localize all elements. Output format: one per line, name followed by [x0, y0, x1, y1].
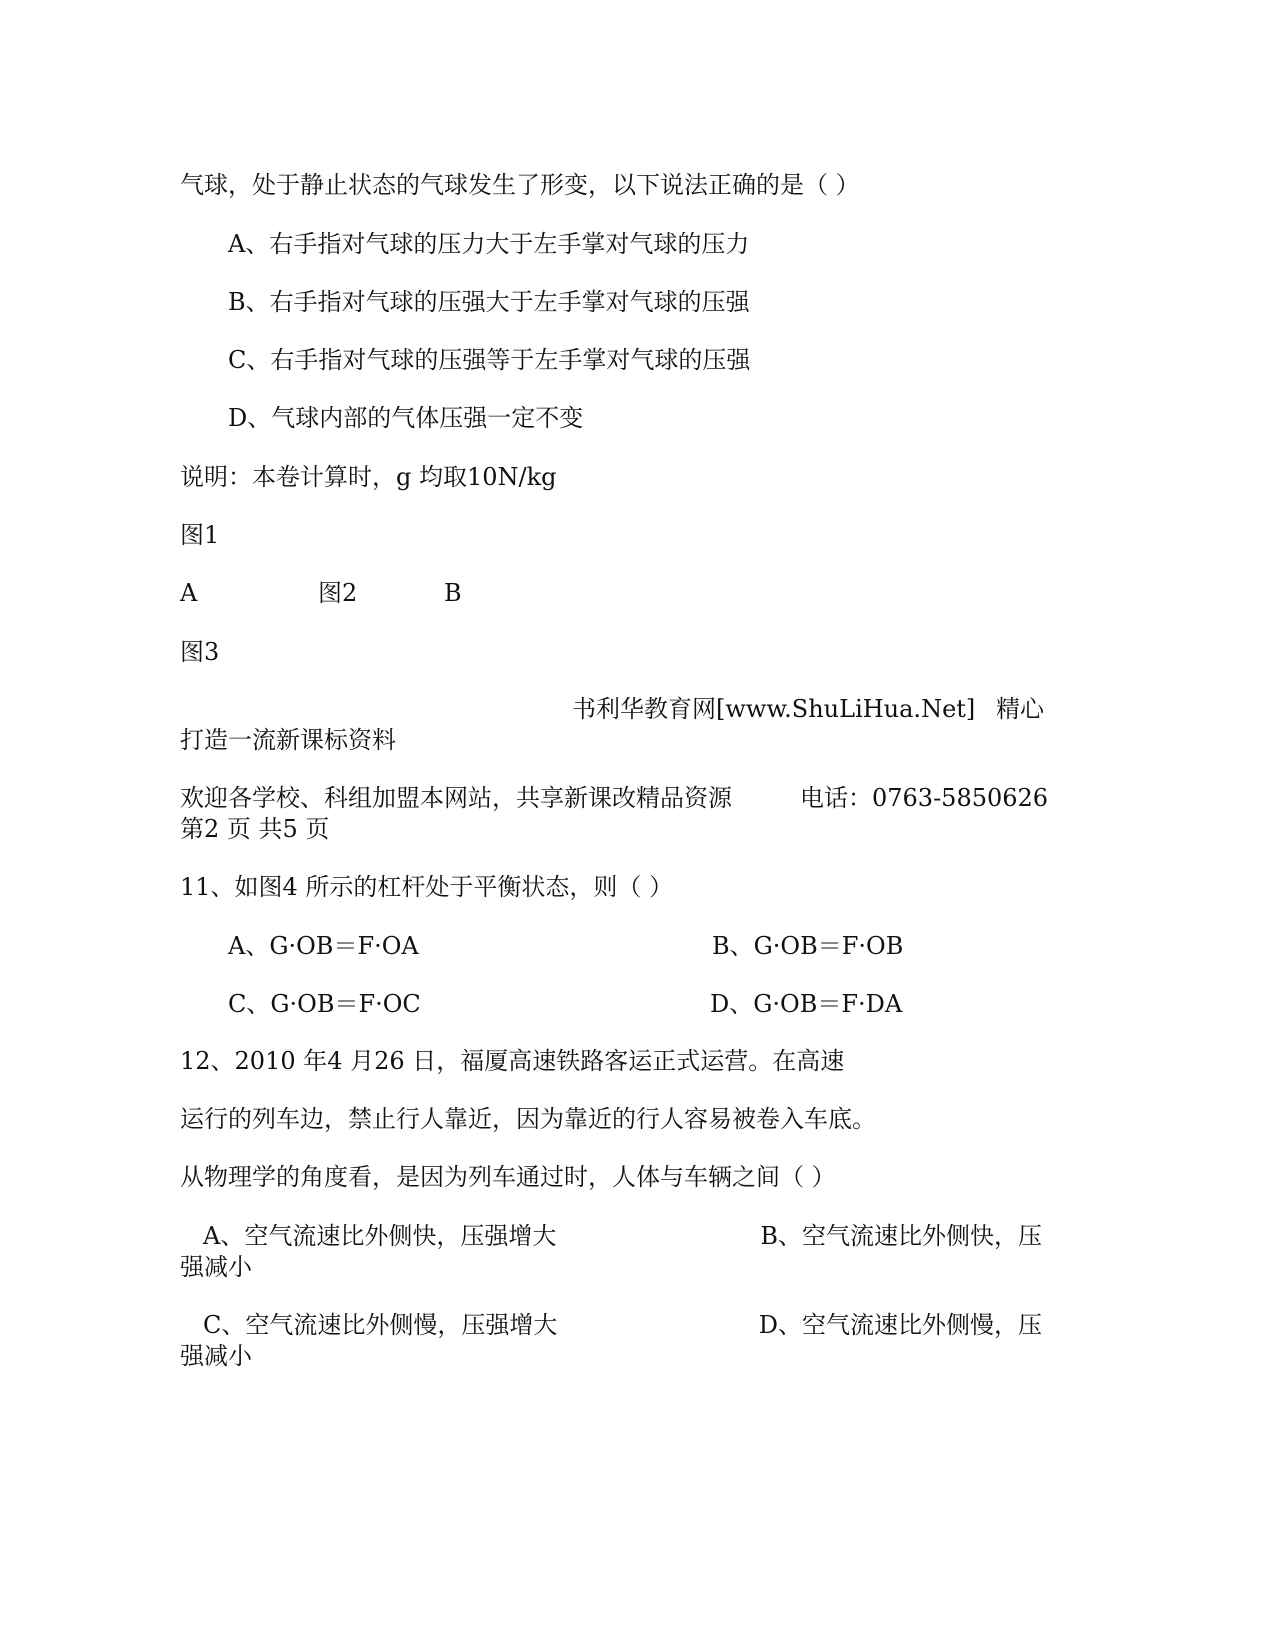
question-12-option-d: D、空气流速比外侧慢，压 [758, 1311, 1042, 1339]
question-12-option-a: A、空气流速比外侧快，压强增大 [203, 1222, 557, 1250]
question-12-option-c: C、空气流速比外侧慢，压强增大 [203, 1311, 558, 1339]
question-10-option-c: C、右手指对气球的压强等于左手掌对气球的压强 [228, 346, 751, 374]
footer-page-number: 第2 页 共5 页 [180, 815, 330, 843]
question-11-stem: 11、如图4 所示的杠杆处于平衡状态，则（ ） [180, 873, 674, 901]
question-12-stem-line-3: 从物理学的角度看，是因为列车通过时，人体与车辆之间（ ） [180, 1163, 836, 1191]
calculation-note: 说明：本卷计算时，g 均取10N/kg [180, 463, 557, 491]
question-10-option-d: D、气球内部的气体压强一定不变 [228, 404, 584, 432]
footer-site: 书利华教育网[www.ShuLiHua.Net] [572, 695, 976, 723]
question-10-option-b: B、右手指对气球的压强大于左手掌对气球的压强 [228, 288, 750, 316]
question-12-option-b-continued: 强减小 [180, 1253, 252, 1281]
figure-2-label-b: B [444, 579, 462, 607]
question-12-stem-line-2: 运行的列车边，禁止行人靠近，因为靠近的行人容易被卷入车底。 [180, 1105, 876, 1133]
footer-slogan-end: 打造一流新课标资料 [180, 726, 396, 754]
figure-3-label: 图3 [180, 638, 220, 666]
figure-2-label-a: A [180, 579, 198, 607]
question-10-option-a: A、右手指对气球的压力大于左手掌对气球的压力 [228, 230, 750, 258]
figure-2-label: 图2 [318, 579, 358, 607]
figure-1-label: 图1 [180, 521, 220, 549]
footer-welcome: 欢迎各学校、科组加盟本网站，共享新课改精品资源 [180, 784, 732, 812]
question-11-option-d: D、G·OB＝F·DA [710, 990, 903, 1018]
question-11-option-c: C、G·OB＝F·OC [228, 990, 421, 1018]
question-11-option-b: B、G·OB＝F·OB [712, 932, 904, 960]
question-11-option-a: A、G·OB＝F·OA [228, 932, 419, 960]
question-10-stem: 气球，处于静止状态的气球发生了形变，以下说法正确的是（ ） [180, 171, 860, 199]
question-12-stem-line-1: 12、2010 年4 月26 日，福厦高速铁路客运正式运营。在高速 [180, 1047, 845, 1075]
footer-slogan-start: 精心 [996, 695, 1044, 723]
question-12-option-b: B、空气流速比外侧快，压 [760, 1222, 1042, 1250]
footer-phone: 电话：0763-5850626 [800, 784, 1049, 812]
question-12-option-d-continued: 强减小 [180, 1342, 252, 1370]
